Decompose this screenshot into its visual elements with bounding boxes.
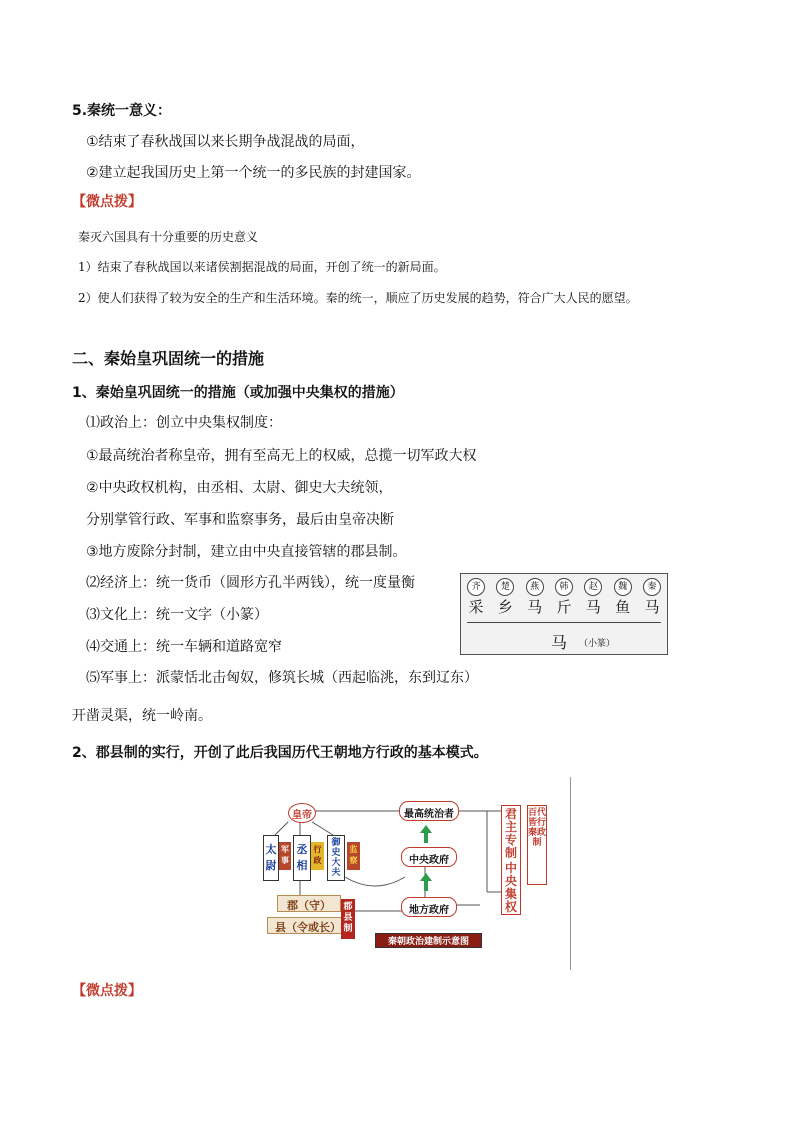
political-item-1: ①最高统治者称皇帝，拥有至高无上的权威，总揽一切军政大权 <box>86 448 477 464</box>
state-badge: 赵 <box>584 578 602 596</box>
up-arrow-icon <box>420 873 432 881</box>
taiwei-box: 太尉 <box>263 835 279 881</box>
state-glyph: 乡 <box>497 598 513 616</box>
state-badge: 秦 <box>643 578 661 596</box>
state-badge: 魏 <box>614 578 632 596</box>
chengxiang-box: 丞相 <box>293 835 311 881</box>
subheading-1: 1、秦始皇巩固统一的措施（或加强中央集权的措施） <box>72 385 404 401</box>
state-badge: 楚 <box>496 578 514 596</box>
military-item: ⑸军事上：派蒙恬北击匈奴，修筑长城（西起临洮，东到辽东） <box>86 670 478 686</box>
section5-title: 5.秦统一意义： <box>72 103 172 119</box>
state-glyph: 鱼 <box>615 598 631 616</box>
state-glyph: 采 <box>468 598 484 616</box>
state-badge: 齐 <box>467 578 485 596</box>
state-glyph: 马 <box>644 598 660 616</box>
vertical-divider <box>570 777 571 970</box>
subheading-2: 2、郡县制的实行，开创了此后我国历代王朝地方行政的基本模式。 <box>72 745 488 761</box>
supreme-node: 最高统治者 <box>399 801 459 821</box>
diagram-caption: 秦朝政治建制示意图 <box>375 933 482 948</box>
state-glyph: 斤 <box>556 598 572 616</box>
jun-box: 郡（守） <box>277 895 341 912</box>
xian-box: 县（令或长） <box>267 917 349 934</box>
cultural-item: ⑶文化上：统一文字（小篆） <box>86 607 268 623</box>
state-glyph: 马 <box>527 598 543 616</box>
political-item-3: ③地方废除分封制，建立由中央直接管辖的郡县制。 <box>86 544 407 560</box>
tip-label-2: 【微点拨】 <box>72 983 142 999</box>
qin-system-box: 百代皆行秦政制 <box>527 805 547 885</box>
tip-point-2: 2）使人们获得了较为安全的生产和生活环境。秦的统一，顺应了历史发展的趋势，符合广大人民的愿望。 <box>78 291 638 305</box>
monarchy-box: 君主专制 中央集权 <box>501 805 521 915</box>
central-node: 中央政府 <box>401 847 457 867</box>
junshi-tag: 军事 <box>279 842 291 870</box>
political-heading: ⑴政治上：创立中央集权制度： <box>86 415 282 431</box>
transport-item: ⑷交通上：统一车辆和道路宽窄 <box>86 639 282 655</box>
unified-glyph: 马 <box>551 633 568 652</box>
junxian-tag: 郡县制 <box>341 899 355 939</box>
state-badge: 韩 <box>555 578 573 596</box>
lingnan-item: 开凿灵渠，统一岭南。 <box>72 708 212 724</box>
section-heading: 二、秦始皇巩固统一的措施 <box>72 349 265 368</box>
state-badge: 燕 <box>526 578 544 596</box>
economic-item: ⑵经济上：统一货币（圆形方孔半两钱），统一度量衡 <box>86 575 415 591</box>
state-glyph: 马 <box>585 598 601 616</box>
script-unification-figure <box>460 573 668 655</box>
section5-item-2: ②建立起我国历史上第一个统一的多民族的封建国家。 <box>86 165 421 181</box>
political-item-2a: ②中央政权机构，由丞相、太尉、御史大夫统领， <box>86 480 393 496</box>
up-arrow-stem <box>424 833 428 843</box>
tip-intro: 秦灭六国具有十分重要的历史意义 <box>78 230 259 244</box>
local-node: 地方政府 <box>401 897 457 917</box>
unified-label: （小篆） <box>579 639 616 649</box>
yushi-box: 御史大夫 <box>327 835 345 881</box>
up-arrow-icon <box>420 825 432 833</box>
jiancha-tag: 监察 <box>347 842 360 870</box>
xingzheng-tag: 行政 <box>311 842 324 870</box>
emperor-node: 皇帝 <box>288 803 316 823</box>
section5-item-1: ①结束了春秋战国以来长期争战混战的局面， <box>86 134 365 150</box>
up-arrow-stem <box>424 881 428 891</box>
merge-line <box>467 622 661 623</box>
political-item-2b: 分别掌管行政、军事和监察事务，最后由皇帝决断 <box>86 512 394 528</box>
tip-label: 【微点拨】 <box>72 194 142 210</box>
tip-point-1: 1）结束了春秋战国以来诸侯割据混战的局面，开创了统一的新局面。 <box>78 260 446 274</box>
